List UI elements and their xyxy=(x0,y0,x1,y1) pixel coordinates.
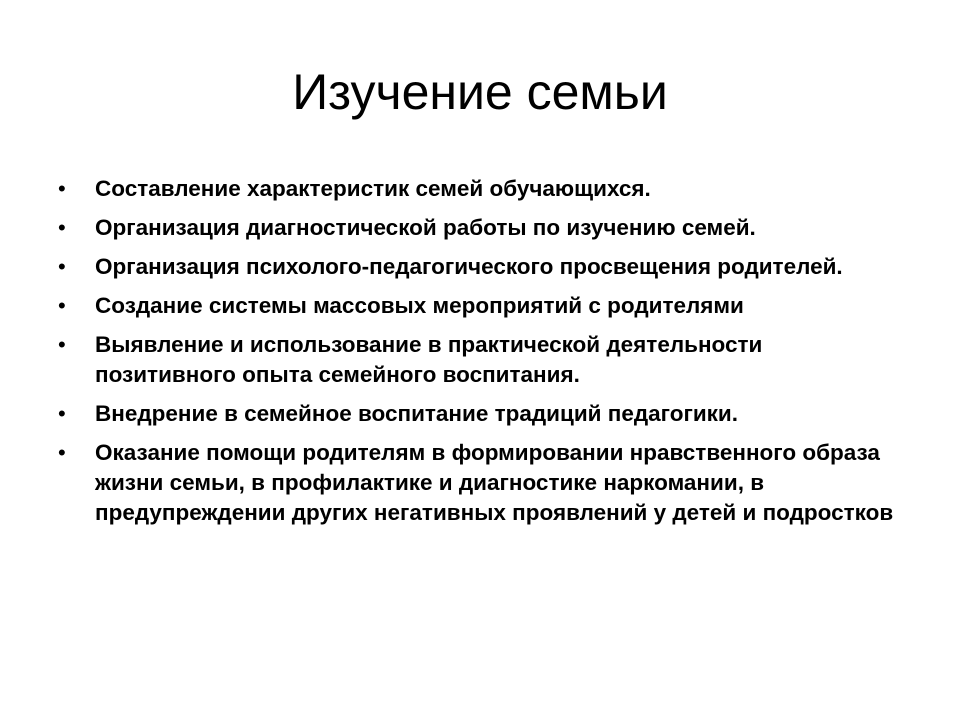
bullet-text: Оказание помощи родителям в формировании нравственного образа жизни семьи, в профилактике и диагностике наркомании, в предупреждении других негативных проявлений у детей и подростков xyxy=(95,440,894,525)
bullet-icon: • xyxy=(58,215,66,240)
bullet-text: Организация психолого-педагогического просвещения родителей. xyxy=(95,254,843,279)
bullet-text: Внедрение в семейное воспитание традиций педагогики. xyxy=(95,401,739,426)
bullet-icon: • xyxy=(58,293,66,318)
bullet-item xyxy=(58,291,908,321)
bullet-icon: • xyxy=(58,332,66,357)
bullet-text: Создание системы массовых мероприятий с родителями xyxy=(95,293,744,318)
bullet-text: Организация диагностической работы по изучению семей. xyxy=(95,215,756,240)
bullet-item xyxy=(58,399,908,429)
slide-title: Изучение семьи xyxy=(292,64,668,120)
bullet-item xyxy=(58,438,908,528)
bullet-icon: • xyxy=(58,254,66,279)
bullet-item xyxy=(58,252,908,282)
bullet-item xyxy=(58,174,908,204)
bullet-text: Выявление и использование в практической деятельности позитивного опыта семейного воспитания. xyxy=(95,332,763,387)
bullet-icon: • xyxy=(58,440,66,465)
bullet-icon: • xyxy=(58,176,66,201)
bullet-text: Составление характеристик семей обучающихся. xyxy=(95,176,651,201)
bullet-icon: • xyxy=(58,401,66,426)
bullet-list xyxy=(58,174,908,537)
bullet-item xyxy=(58,213,908,243)
bullet-item xyxy=(58,330,908,390)
